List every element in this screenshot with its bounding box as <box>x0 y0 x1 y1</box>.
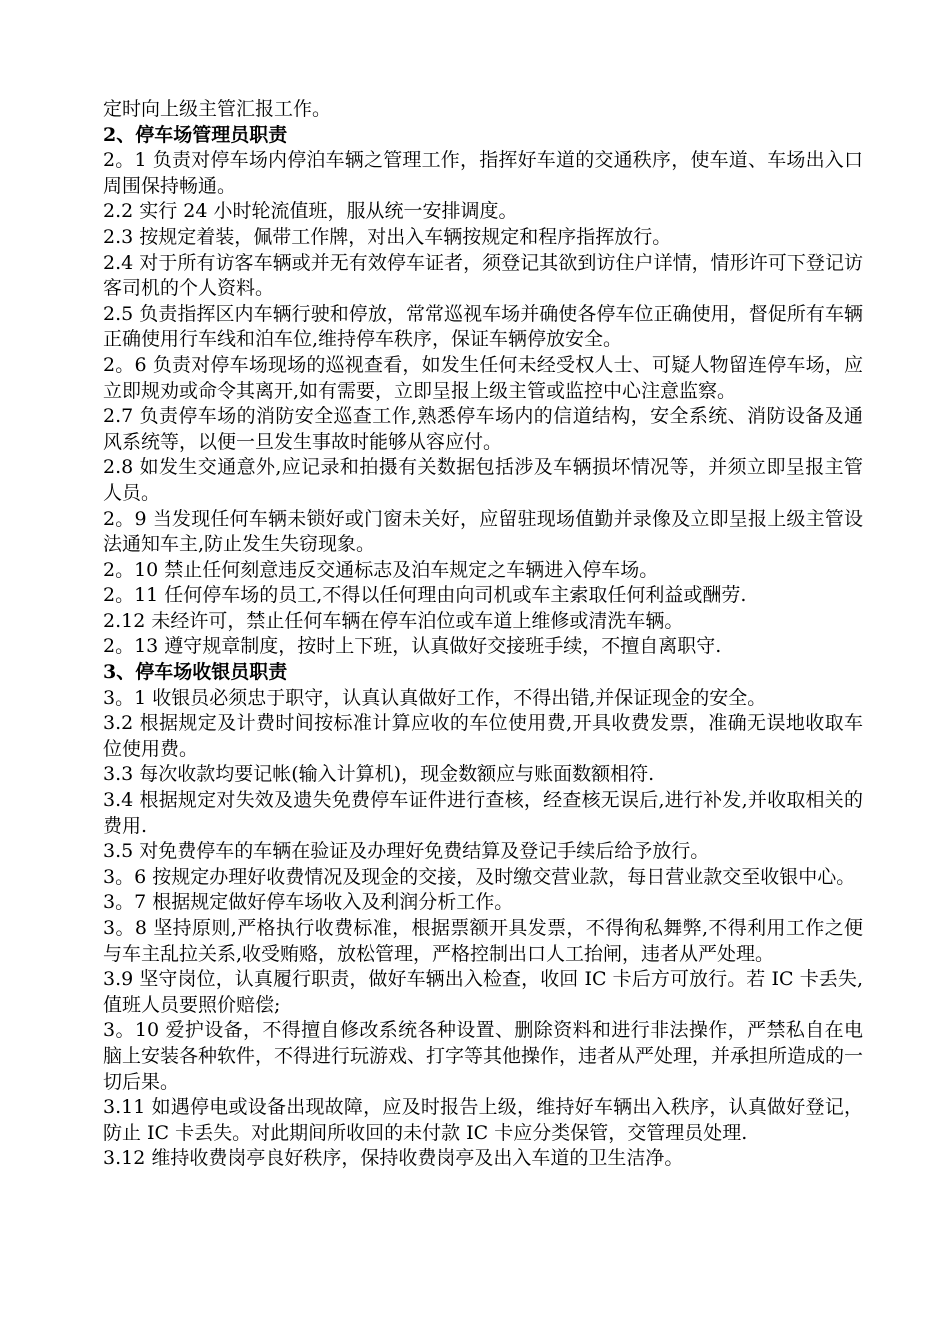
paragraph: 2.4 对于所有访客车辆或并无有效停车证者，须登记其欲到访住户详情，情形许可下登记访客司机的个人资料。 <box>103 251 863 300</box>
paragraph: 3.11 如遇停电或设备出现故障，应及时报告上级，维持好车辆出入秩序，认真做好登记，防止 IC 卡丢失。对此期间所收回的未付款 IC 卡应分类保管，交管理员处理. <box>103 1096 863 1144</box>
paragraph: 2。6 负责对停车场现场的巡视查看，如发生任何未经受权人士、可疑人物留连停车场，应立即规劝或命令其离开,如有需要，立即呈报上级主管或监控中心注意监察。 <box>103 353 863 402</box>
section-heading: 3、停车场收银员职责 <box>103 661 288 684</box>
paragraph: 2。1 负责对停车场内停泊车辆之管理工作，指挥好车道的交通秩序，使车道、车场出入口周围保持畅通。 <box>103 149 863 197</box>
paragraph: 2.7 负责停车场的消防安全巡查工作,熟悉停车场内的信道结构，安全系统、消防设备及通风系统等，以便一旦发生事故时能够从容应付。 <box>103 405 863 453</box>
paragraph: 3.5 对免费停车的车辆在验证及办理好免费结算及登记手续后给予放行。 <box>103 840 710 863</box>
paragraph: 2。9 当发现任何车辆未锁好或门窗未关好，应留驻现场值勤并录像及立即呈报上级主管设法通知车主,防止发生失窃现象。 <box>103 507 863 556</box>
paragraph: 定时向上级主管汇报工作。 <box>103 98 332 120</box>
paragraph: 2.8 如发生交通意外,应记录和拍摄有关数据包括涉及车辆损坏情况等，并须立即呈报主管人员。 <box>103 456 863 504</box>
paragraph: 3.2 根据规定及计费时间按标准计算应收的车位使用费,开具收费发票，准确无误地收取车位使用费。 <box>103 712 863 760</box>
paragraph: 3。7 根据规定做好停车场收入及利润分析工作。 <box>103 891 514 914</box>
paragraph: 3。8 坚持原则,严格执行收费标准，根据票额开具发票，不得徇私舞弊,不得利用工作之便与车主乱拉关系,收受贿赂，放松管理，严格控制出口人工抬闸，违者从严处理。 <box>103 917 863 965</box>
paragraph: 2.2 实行 24 小时轮流值班，服从统一安排调度。 <box>103 200 518 223</box>
section-heading: 2、停车场管理员职责 <box>103 123 288 146</box>
paragraph: 2。13 遵守规章制度，按时上下班，认真做好交接班手续，不擅自离职守. <box>103 635 722 658</box>
paragraph: 3.12 维持收费岗亭良好秩序，保持收费岗亭及出入车道的卫生洁净。 <box>103 1147 684 1170</box>
paragraph: 3.3 每次收款均要记帐(输入计算机)，现金数额应与账面数额相符. <box>103 763 655 786</box>
paragraph: 3。6 按规定办理好收费情况及现金的交接，及时缴交营业款，每日营业款交至收银中心。 <box>103 865 856 888</box>
document-page <box>103 97 863 1172</box>
paragraph: 3。10 爱护设备，不得擅自修改系统各种设置、删除资料和进行非法操作，严禁私自在电脑上安装各种软件，不得进行玩游戏、打字等其他操作，违者从严处理，并承担所造成的一切后果。 <box>103 1019 864 1093</box>
paragraph: 2。10 禁止任何刻意违反交通标志及泊车规定之车辆进入停车场。 <box>103 558 659 581</box>
paragraph: 2.3 按规定着装，佩带工作牌，对出入车辆按规定和程序指挥放行。 <box>103 225 672 248</box>
paragraph: 3.9 坚守岗位，认真履行职责，做好车辆出入检查，收回 IC 卡后方可放行。若 IC 卡丢失,值班人员要照价赔偿; <box>103 968 863 1016</box>
paragraph: 2.12 未经许可，禁止任何车辆在停车泊位或车道上维修或清洗车辆。 <box>103 609 684 632</box>
paragraph: 2。11 任何停车场的员工,不得以任何理由向司机或车主索取任何利益或酬劳. <box>103 584 747 607</box>
paragraph: 3.4 根据规定对失效及遗失免费停车证件进行查核，经查核无误后,进行补发,并收取相关的费用. <box>103 789 863 837</box>
paragraph: 3。1 收银员必须忠于职守，认真认真做好工作，不得出错,并保证现金的安全。 <box>103 686 767 709</box>
paragraph: 2.5 负责指挥区内车辆行驶和停放，常常巡视车场并确使各停车位正确使用，督促所有车辆正确使用行车线和泊车位,维持停车秩序，保证车辆停放安全。 <box>103 302 863 351</box>
